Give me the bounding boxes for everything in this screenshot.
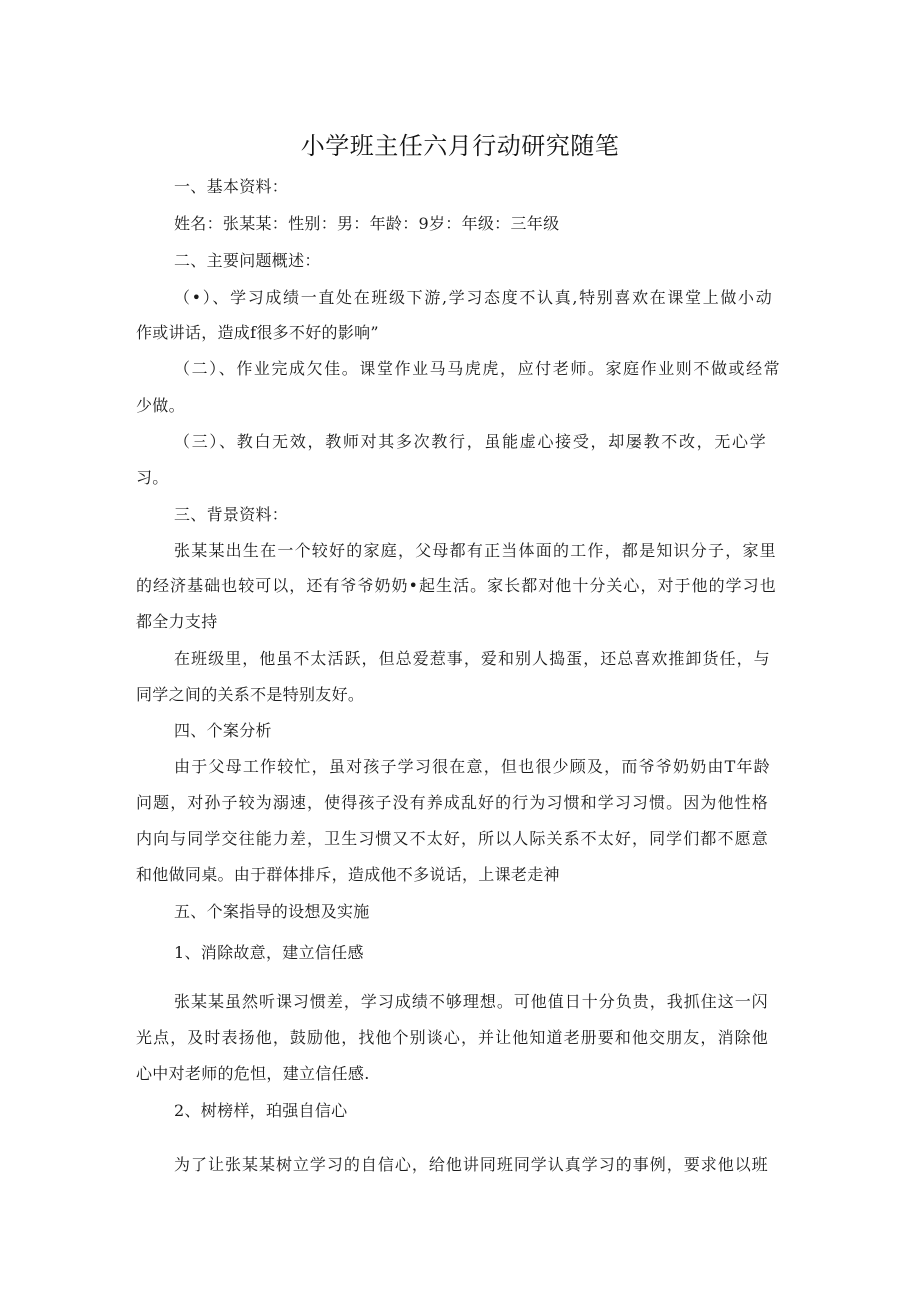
paragraph-line: 张某某出生在一个较好的家庭，父母都有正当体面的工作，都是知识分子，家里 (174, 541, 776, 560)
paragraph-line: 问题，对孙子较为溺速，使得孩子没有养成乱好的行为习惯和学习习惯。因为他性格 (136, 793, 768, 812)
section-heading-basic-info: 一、基本资料： (174, 177, 289, 196)
paragraph-line: （三）、教白无效，教师对其多次教行，虽能虚心接受，却屡教不改，无心学 (174, 432, 766, 451)
paragraph-line: 心中对老师的危怛，建立信任感. (136, 1064, 370, 1083)
paragraph-line: 作或讲话，造成f很多不好的影响” (136, 323, 379, 342)
page-title: 小学班主任六月行动研究随笔 (300, 132, 620, 160)
paragraph-line: （•）、学习成绩一直处在班级下游,学习态度不认真,特别喜欢在课堂上做小动 (174, 288, 772, 307)
paragraph-line: 在班级里，他虽不太活跃，但总爱惹事，爱和别人捣蛋，还总喜欢推卸货任，与 (174, 649, 770, 668)
paragraph-line: 光点，及时表扬他，鼓励他，找他个别谈心，并让他知道老册要和他交朋友，消除他 (136, 1028, 768, 1047)
paragraph-line: （二）、作业完成欠佳。课堂作业马马虎虎，应付老师。家庭作业则不做或经常 (174, 359, 780, 378)
paragraph-line: 习。 (136, 468, 169, 487)
paragraph-line: 都全力支持 (136, 612, 218, 631)
paragraph-line: 同学之间的关系不是特别友好。 (136, 685, 365, 704)
paragraph-line: 为了让张某某树立学习的自信心，给他讲同班同学认真学习的事例，要求他以班 (174, 1155, 768, 1174)
paragraph-line: 的经济基础也较可以，还有爷爷奶奶•起生活。家长都对他十分关心，对于他的学习也 (136, 576, 776, 595)
section-heading-problems: 二、主要问题概述： (174, 251, 321, 270)
paragraph-line: 张某某虽然听课习惯差，学习成绩不够理想。可他值日十分负贵，我抓住这一闪 (174, 992, 768, 1011)
student-info-line: 姓名：张某某：性别：男：年龄：9岁：年级：三年级 (174, 214, 560, 233)
section-heading-guidance: 五、个案指导的设想及实施 (174, 902, 370, 921)
subsection-heading-trust: 1、消除故意，建立信任感 (174, 943, 364, 962)
section-heading-background: 三、背景资料： (174, 505, 289, 524)
paragraph-line: 内向与同学交往能力差，卫生习惯又不太好，所以人际关系不太好，同学们都不愿意 (136, 829, 768, 848)
section-heading-analysis: 四、个案分析 (174, 721, 272, 740)
paragraph-line: 少做。 (136, 396, 185, 415)
paragraph-line: 和他做同桌。由于群体排斥，造成他不多说话，上课老走神 (136, 865, 560, 884)
paragraph-line: 由于父母工作较忙，虽对孩子学习很在意，但也很少顾及，而爷爷奶奶由T年龄 (174, 757, 770, 776)
subsection-heading-confidence: 2、树榜样，珀强自信心 (174, 1101, 348, 1120)
